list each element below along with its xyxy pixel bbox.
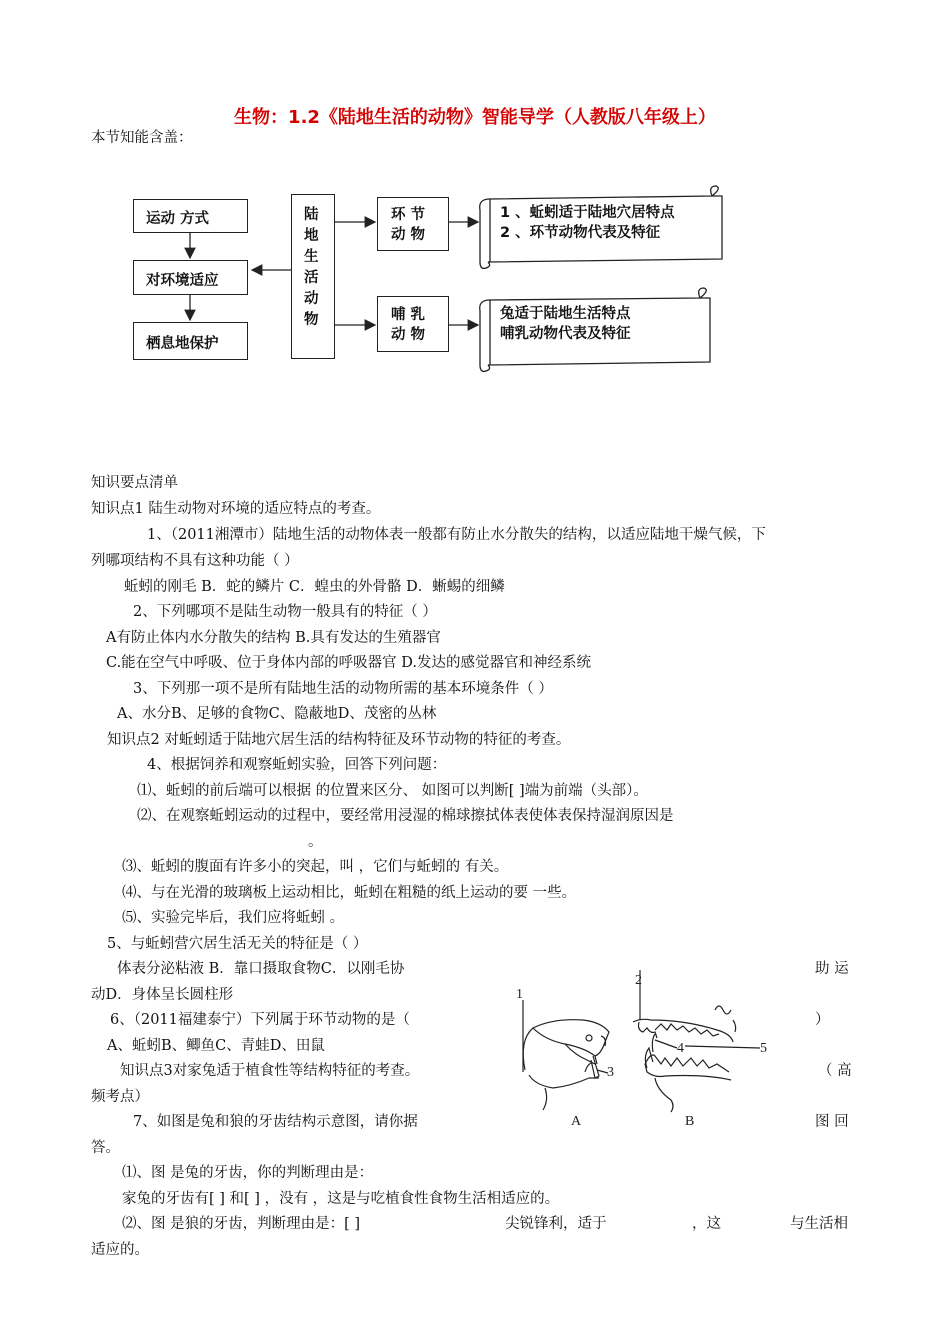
knowledge-point-3: 知识点3对家兔适于植食性等结构特征的考查。 [120, 1063, 420, 1079]
annelid-line: 环 节 [391, 207, 426, 223]
knowledge-point-1: 知识点1 陆生动物对环境的适应特点的考查。 [91, 501, 381, 517]
question-2-options-b: C.能在空气中呼吸、位于身体内部的呼吸器官 D.发达的感觉器官和神经系统 [106, 655, 592, 671]
question-3: 3、下列那一项不是所有陆地生活的动物所需的基本环境条件（ ） [133, 681, 553, 697]
scroll1-line: 2 、环节动物代表及特征 [500, 225, 661, 241]
center-char: 生 [304, 249, 319, 265]
question-2: 2、下列哪项不是陆生动物一般具有的特征（ ） [133, 604, 437, 620]
question-5-options-a: 体表分泌粘液 B．靠口摄取食物C．以刚毛协 [117, 961, 405, 977]
mammal-line: 哺 乳 [391, 307, 426, 323]
question-7-1: ⑴、图 是兔的牙齿，你的判断理由是： [122, 1165, 374, 1181]
question-7-1-reason: 家兔的牙齿有[ ] 和[ ] ，没有 ，这是与吃植食性食物生活相适应的。 [122, 1191, 560, 1207]
center-char: 陆 [304, 207, 319, 223]
figure-label-5: 5 [760, 1041, 767, 1056]
wolf-teeth [633, 970, 736, 1112]
question-7-2-d: 与生活相 [790, 1216, 848, 1232]
scroll2-line: 哺乳动物代表及特征 [500, 326, 631, 342]
page-title: 生物：1.2《陆地生活的动物》智能导学（人教版八年级上） [234, 107, 716, 128]
knowledge-point-3-tag: （ 高 [818, 1063, 852, 1079]
box-mammal [377, 296, 449, 352]
question-7-2-cont: 适应的。 [91, 1242, 149, 1258]
mammal-line: 动 物 [391, 327, 426, 343]
pointer-4 [655, 1040, 677, 1048]
question-6-options: A、蚯蚓B、鲫鱼C、青蛙D、田鼠 [107, 1038, 325, 1054]
question-4-2: ⑵、在观察蚯蚓运动的过程中，要经常用浸湿的棉球擦拭体表使体表保持湿润原因是 [137, 808, 674, 824]
box-land-animals [291, 194, 335, 359]
question-6-paren: ） [815, 1012, 830, 1028]
teeth-figure [505, 960, 795, 1135]
question-4-2-end: 。 [308, 834, 323, 850]
box-habitat [133, 322, 248, 360]
question-7-end: 图 回 [815, 1114, 849, 1130]
figure-label-3: 3 [607, 1065, 614, 1080]
pointer-5 [685, 1046, 760, 1048]
figure-label-a: A [571, 1114, 582, 1129]
box-adaptation [133, 260, 248, 295]
question-4: 4、根据饲养和观察蚯蚓实验，回答下列问题： [147, 757, 447, 773]
question-1-cont: 列哪项结构不具有这种功能（ ） [91, 553, 299, 569]
center-char: 物 [304, 312, 319, 328]
question-5-options-b: 动D．身体呈长圆柱形 [91, 987, 234, 1003]
question-4-1: ⑴、蚯蚓的前后端可以根据 的位置来区分、 如图可以判断[ ]端为前端（头部）。 [137, 783, 648, 799]
figure-label-4: 4 [677, 1041, 684, 1056]
knowledge-point-3-tag-cont: 频考点） [91, 1089, 149, 1105]
scroll1-line: 1 、蚯蚓适于陆地穴居特点 [500, 205, 675, 221]
scroll2-text [500, 304, 631, 344]
box-annelid [377, 197, 449, 251]
center-char: 活 [304, 270, 319, 286]
figure-label-1: 1 [516, 987, 523, 1002]
box-movement [133, 199, 248, 233]
question-1: 1、（2011湘潭市）陆地生活的动物体表一般都有防止水分散失的结构，以适应陆地干燥气候，下 [147, 527, 766, 543]
question-7-2: ⑵、图 是狼的牙齿，判断理由是：[ ] [122, 1216, 361, 1232]
coverage-label: 本节知能含盖： [91, 130, 193, 146]
center-char: 动 [304, 291, 319, 307]
box-adaptation-label: 对环境适应 [146, 273, 219, 289]
scroll2-line: 兔适于陆地生活特点 [500, 306, 631, 322]
question-7-cont: 答。 [91, 1140, 120, 1156]
center-char: 地 [304, 228, 319, 244]
question-1-options: 蚯蚓的刚毛 B．蛇的鳞片 C．蝗虫的外骨骼 D．蜥蜴的细鳞 [124, 579, 505, 595]
question-4-3: ⑶、蚯蚓的腹面有许多小的突起，叫 ，它们与蚯蚓的 有关。 [122, 859, 509, 875]
question-4-5: ⑸、实验完毕后，我们应将蚯蚓 。 [122, 910, 345, 926]
box-movement-label: 运动 方式 [146, 211, 210, 227]
question-4-4: ⑷、与在光滑的玻璃板上运动相比，蚯蚓在粗糙的纸上运动的要 一些。 [122, 885, 577, 901]
question-2-options-a: A有防止体内水分散失的结构 B.具有发达的生殖器官 [106, 630, 441, 646]
scroll1-text [500, 203, 675, 243]
question-3-options: A、水分B、足够的食物C、隐蔽地D、茂密的丛林 [117, 706, 437, 722]
question-5: 5、与蚯蚓营穴居生活无关的特征是（ ） [107, 936, 368, 952]
question-7: 7、如图是兔和狼的牙齿结构示意图，请你据 [133, 1114, 418, 1130]
question-5-options-a-end: 助 运 [815, 961, 849, 977]
knowledge-point-2: 知识点2 对蚯蚓适于陆地穴居生活的结构特征及环节动物的特征的考查。 [107, 732, 571, 748]
annelid-line: 动 物 [391, 227, 426, 243]
box-habitat-label: 栖息地保护 [146, 336, 219, 352]
question-7-2-c: ，这 [692, 1216, 721, 1232]
figure-label-b: B [685, 1114, 695, 1129]
section-heading: 知识要点清单 [91, 475, 178, 491]
figure-label-2: 2 [635, 973, 642, 988]
question-7-2-b: 尖锐锋利，适于 [505, 1216, 607, 1232]
rabbit-skull [523, 1020, 609, 1110]
question-6: 6、（2011福建泰宁）下列属于环节动物的是（ [110, 1012, 410, 1028]
